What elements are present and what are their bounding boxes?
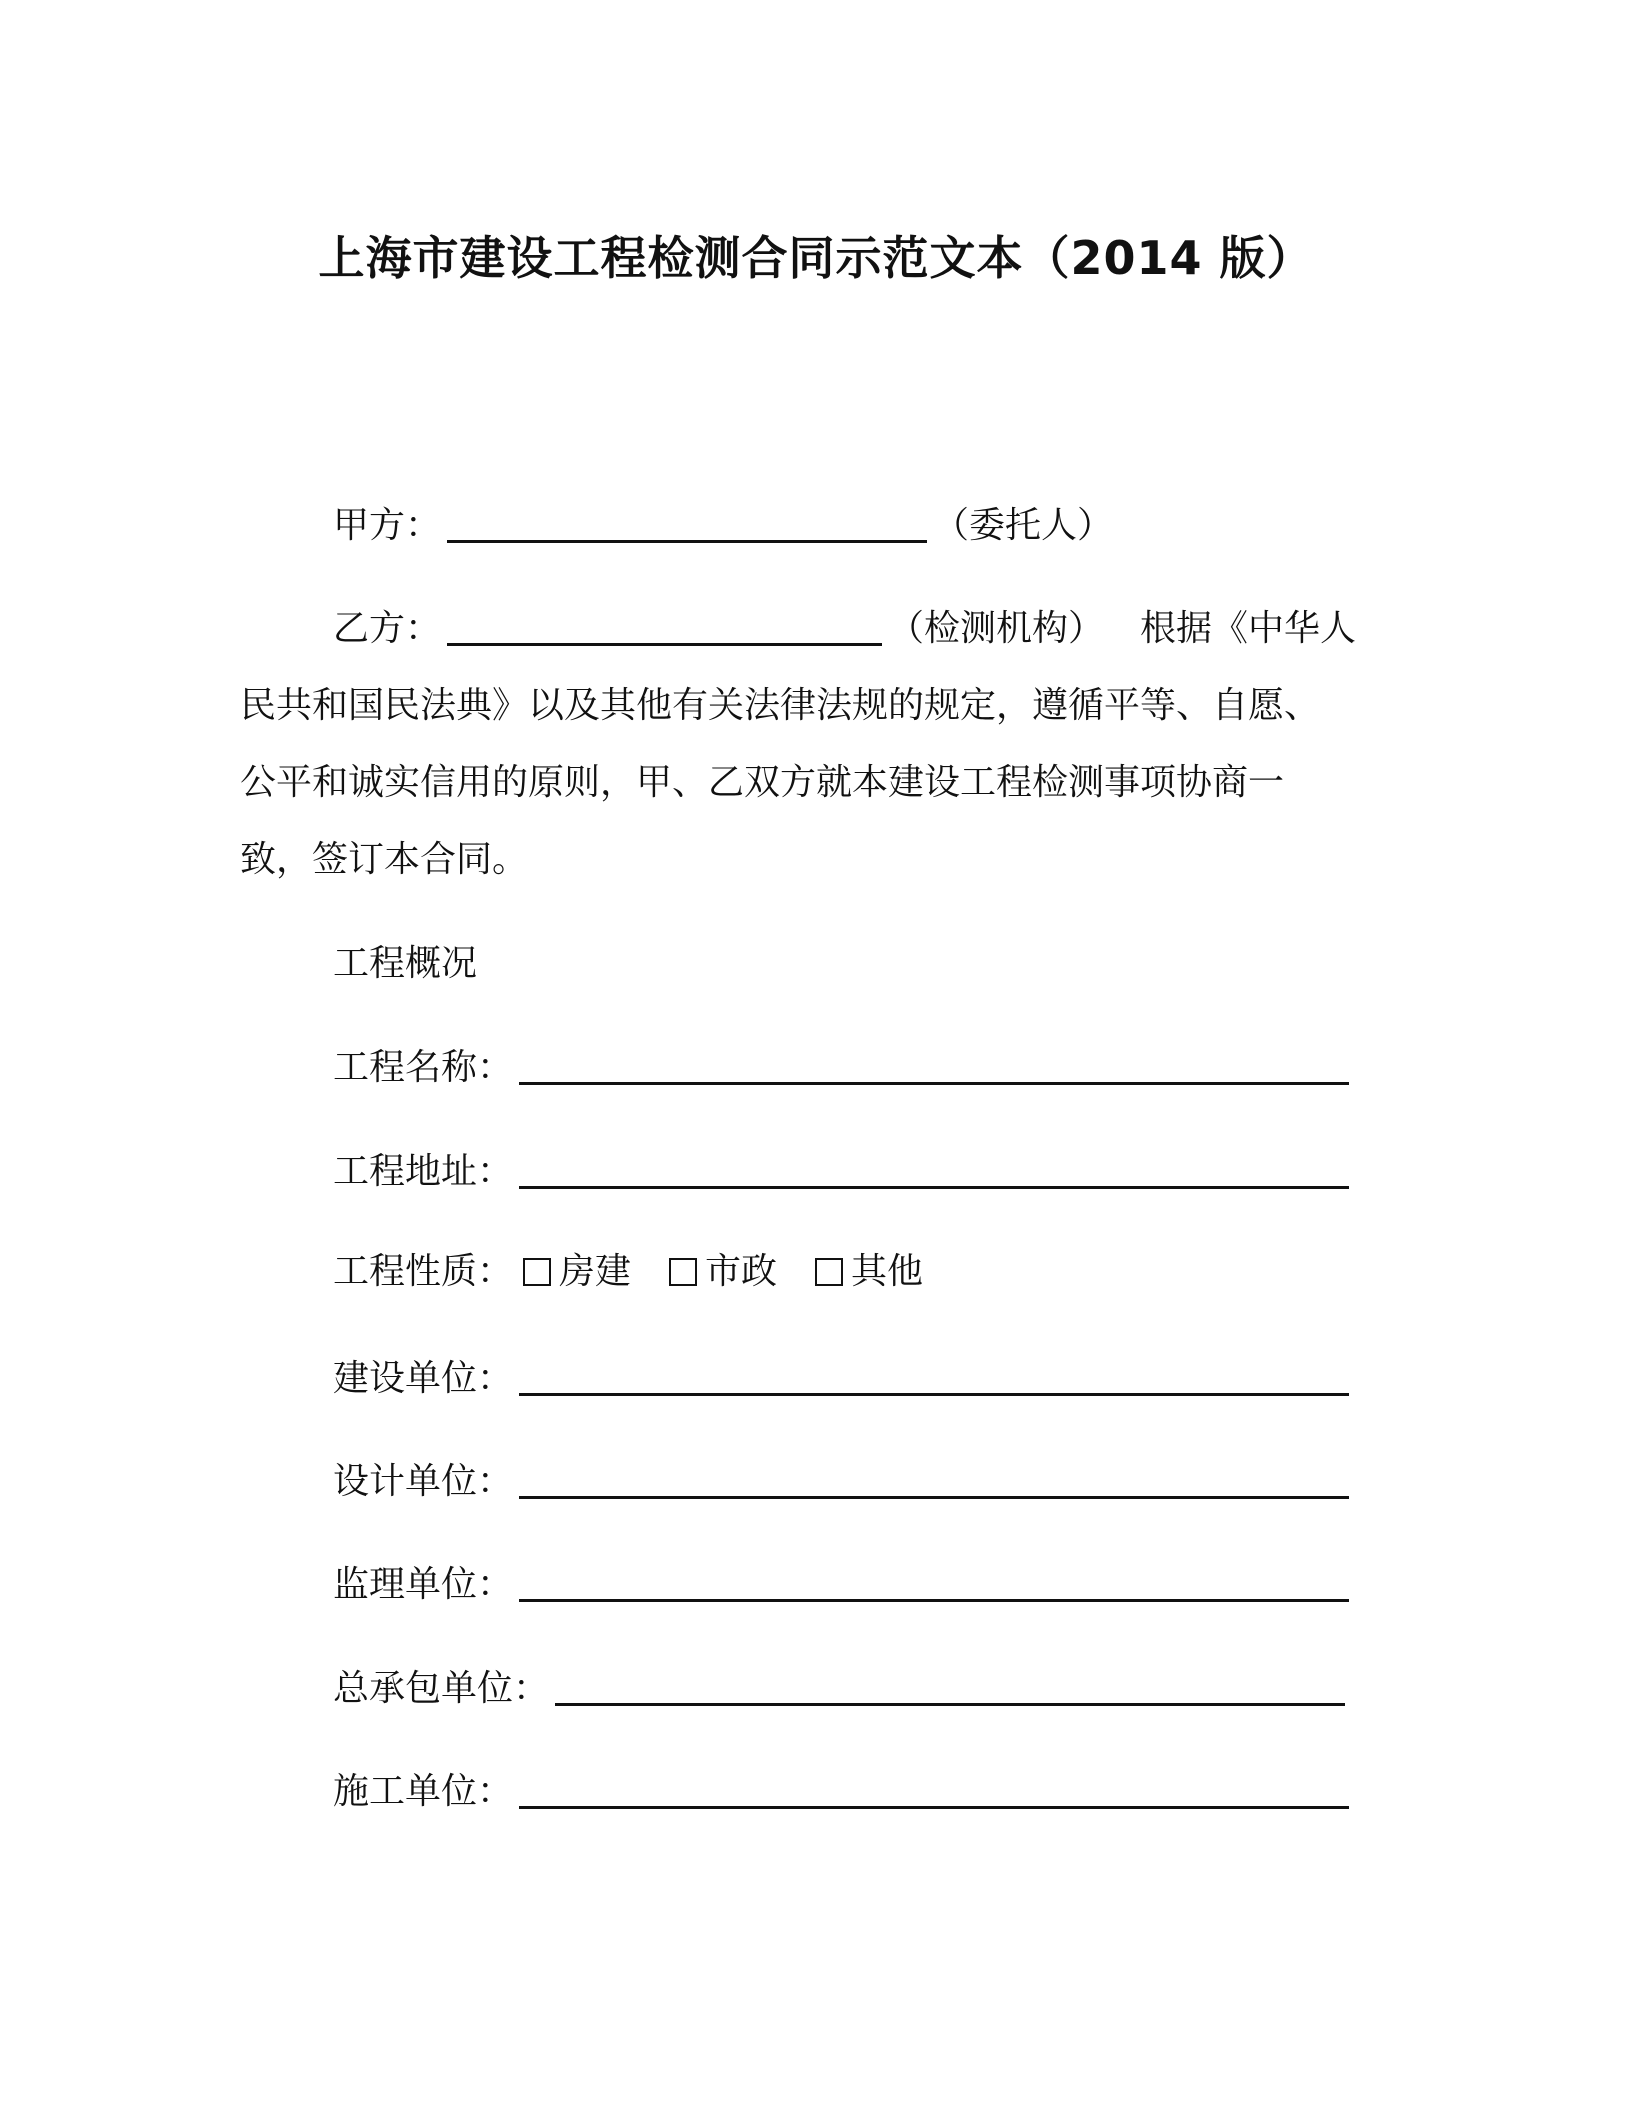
builder-unit-label: 施工单位：	[333, 1771, 514, 1812]
party-b-label: 乙方：	[333, 608, 442, 649]
supervision-unit-row	[333, 1556, 1355, 1607]
option-housing: 房建	[559, 1251, 632, 1292]
project-nature-row	[333, 1243, 923, 1294]
checkbox-municipal[interactable]	[669, 1258, 697, 1286]
document-title: 上海市建设工程检测合同示范文本（2014 版）	[318, 231, 1314, 285]
party-a-role: （委托人）	[933, 505, 1114, 546]
party-b-blank[interactable]	[447, 609, 882, 646]
supervision-unit-blank[interactable]	[519, 1565, 1349, 1602]
party-b-line	[333, 600, 1356, 651]
checkbox-other[interactable]	[815, 1258, 843, 1286]
general-contractor-blank[interactable]	[555, 1669, 1345, 1706]
party-a-blank[interactable]	[447, 506, 927, 543]
checkbox-housing[interactable]	[523, 1258, 551, 1286]
design-unit-row	[333, 1453, 1355, 1504]
intro-line-2: 民共和国民法典》以及其他有关法律法规的规定，遵循平等、自愿、	[240, 685, 1321, 726]
design-unit-blank[interactable]	[519, 1462, 1349, 1499]
general-contractor-label: 总承包单位：	[333, 1668, 550, 1709]
intro-line-3: 公平和诚实信用的原则，甲、乙双方就本建设工程检测事项协商一	[240, 762, 1285, 803]
section-heading: 工程概况	[333, 943, 478, 984]
builder-unit-blank[interactable]	[519, 1772, 1349, 1809]
builder-unit-row	[333, 1763, 1355, 1814]
party-b-role: （检测机构）	[888, 608, 1105, 649]
party-a-label: 甲方：	[333, 505, 442, 546]
party-a-line	[333, 497, 1113, 548]
project-address-row	[333, 1143, 1355, 1194]
construction-unit-row	[333, 1350, 1355, 1401]
general-contractor-row	[333, 1660, 1351, 1711]
project-nature-label: 工程性质：	[333, 1251, 514, 1292]
design-unit-label: 设计单位：	[333, 1461, 514, 1502]
project-address-blank[interactable]	[519, 1152, 1349, 1189]
construction-unit-label: 建设单位：	[333, 1358, 514, 1399]
intro-line-4: 致，签订本合同。	[240, 839, 529, 880]
project-name-label: 工程名称：	[333, 1047, 514, 1088]
project-name-row	[333, 1039, 1355, 1090]
project-address-label: 工程地址：	[333, 1151, 514, 1192]
supervision-unit-label: 监理单位：	[333, 1564, 514, 1605]
option-municipal: 市政	[705, 1251, 778, 1292]
project-name-blank[interactable]	[519, 1048, 1349, 1085]
intro-first-line-tail: 根据《中华人	[1140, 608, 1357, 649]
construction-unit-blank[interactable]	[519, 1359, 1349, 1396]
option-other: 其他	[851, 1251, 924, 1292]
